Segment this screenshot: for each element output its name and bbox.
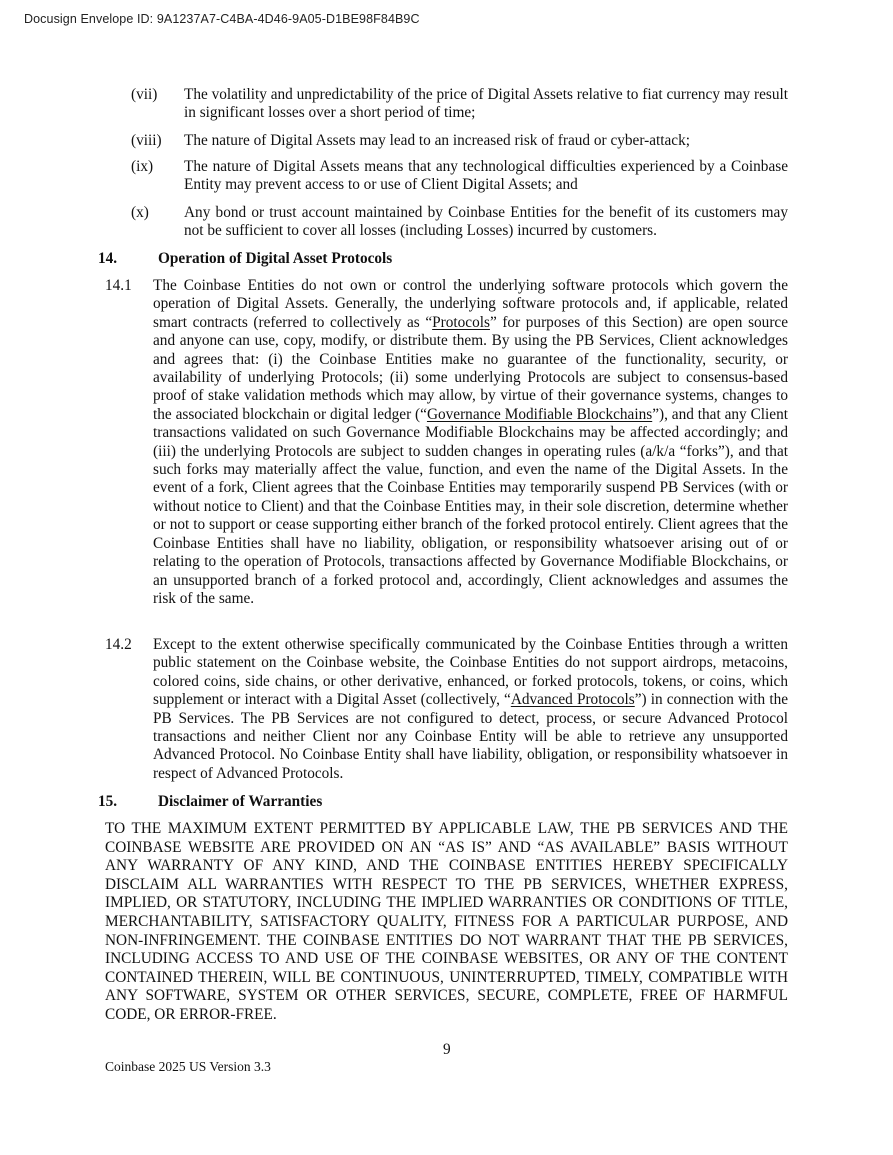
docusign-envelope-id: Docusign Envelope ID: 9A1237A7-C4BA-4D46-9A05-D1BE98F84B9C [24, 12, 420, 26]
clause-text-part: ” for purposes of this Section) are open source and anyone can use, copy, modify, or distribute them. By using the PB Services, Client acknowledges and agrees that: (i) the Coinbase Entities make no guarantee of the functionality, security, or availability of underlying Protocols; (ii) some underlying Protocols are subject to consensus-based proof of stake validation methods which may allow, by virtue of their governance systems, changes to the associated blockchain or digital ledger (“ [153, 313, 788, 423]
section-number: 15. [98, 793, 118, 810]
risk-item-text: The nature of Digital Assets may lead to an increased risk of fraud or cyber-attack; [184, 132, 690, 149]
clause-text-part: ”), and that any Client transactions validated on such Governance Modifiable Blockchains may be affected accordingly; and (iii) the underlying Protocols are subject to sudden changes in operating rules (a/k/a “forks”), and that such forks may materially affect the value, function, and even the name of the Digital Assets. In the event of a fork, Client agrees that the Coinbase Entities may temporarily suspend PB Services (with or without notice to Client) and that the Coinbase Entities may, in their sole discretion, determine whether or not to support or cease supporting either branch of the forked protocol entirely. Client agrees that the Coinbase Entities shall have no liability, obligation, or responsibility whatsoever arising out of or relating to the operation of Protocols, transactions affected by Governance Modifiable Blockchains, or an unsupported branch of a forked protocol and, accordingly, Client acknowledges and assumes the risk of the same. [153, 405, 788, 607]
section-number: 14. [98, 250, 118, 267]
clause-text-part: The Coinbase Entities do not own or control the underlying software protocols which govern the operation of Digital Assets. Generally, the underlying software protocols and, if applicable, related smart contracts (referred to collectively as “ [153, 277, 788, 331]
defined-term-protocols: Protocols [432, 313, 490, 331]
disclaimer-body: TO THE MAXIMUM EXTENT PERMITTED BY APPLICABLE LAW, THE PB SERVICES AND THE COINBASE WEBSITE ARE PROVIDED ON AN “AS IS” AND “AS AVAILABLE” BASIS WITHOUT ANY WARRANTY OF ANY KIND, AND THE COINBASE ENTITIES HEREBY SPECIFICALLY DISCLAIM ALL WARRANTIES WITH RESPECT TO THE PB SERVICES, WHETHER EXPRESS, IMPLIED, OR STATUTORY, INCLUDING THE IMPLIED WARRANTIES OR CONDITIONS OF TITLE, MERCHANTABILITY, SATISFACTORY QUALITY, FITNESS FOR A PARTICULAR PURPOSE, AND NON-INFRINGEMENT. THE COINBASE ENTITIES DO NOT WARRANT THAT THE PB SERVICES, INCLUDING ACCESS TO AND USE OF THE COINBASE WEBSITES, OR ANY OF THE CONTENT CONTAINED THEREIN, WILL BE CONTINUOUS, UNINTERRUPTED, TIMELY, COMPATIBLE WITH ANY SOFTWARE, SYSTEM OR OTHER SERVICES, SECURE, COMPLETE, FREE OF HARMFUL CODE, OR ERROR-FREE. [105, 820, 788, 1023]
risk-item-number: (x) [131, 204, 149, 221]
risk-item-text: The nature of Digital Assets means that any technological difficulties experienced by a Coinbase Entity may prevent access to or use of Client Digital Assets; and [184, 158, 788, 194]
section-title: Operation of Digital Asset Protocols [158, 250, 393, 267]
risk-item-number: (vii) [131, 86, 158, 103]
risk-item-number: (ix) [131, 158, 154, 175]
clause-text-part: Except to the extent otherwise specifically communicated by the Coinbase Entities through a written public statement on the Coinbase website, the Coinbase Entities do not support airdrops, metacoins, colored coins, side chains, or other derivative, enhanced, or forked protocols, tokens, or coins, which supplement or interact with a Digital Asset (collectively, “ [153, 636, 788, 709]
clause-number: 14.2 [105, 636, 132, 653]
clause-text [153, 277, 788, 608]
risk-item-text: Any bond or trust account maintained by Coinbase Entities for the benefit of its customers may not be sufficient to cover all losses (including Losses) incurred by customers. [184, 204, 788, 240]
footer-version: Coinbase 2025 US Version 3.3 [105, 1059, 271, 1074]
section-title: Disclaimer of Warranties [158, 793, 323, 810]
clause-text [153, 636, 788, 783]
clause-text-part: ”) in connection with the PB Services. The PB Services are not configured to detect, process, or secure Advanced Protocol transactions and neither Client nor any Coinbase Entity will be able to retrieve any unsupported Advanced Protocol. No Coinbase Entity shall have liability, obligation, or responsibility whatsoever in respect of Advanced Protocols. [153, 691, 789, 782]
risk-item-text: The volatility and unpredictability of the price of Digital Assets relative to fiat currency may result in significant losses over a short period of time; [184, 86, 788, 122]
defined-term-governance-modifiable-blockchains: Governance Modifiable Blockchains [426, 405, 653, 423]
page-number: 9 [443, 1041, 451, 1058]
defined-term-advanced-protocols: Advanced Protocols [510, 691, 635, 709]
clause-number: 14.1 [105, 277, 132, 294]
risk-item-number: (viii) [131, 132, 162, 149]
